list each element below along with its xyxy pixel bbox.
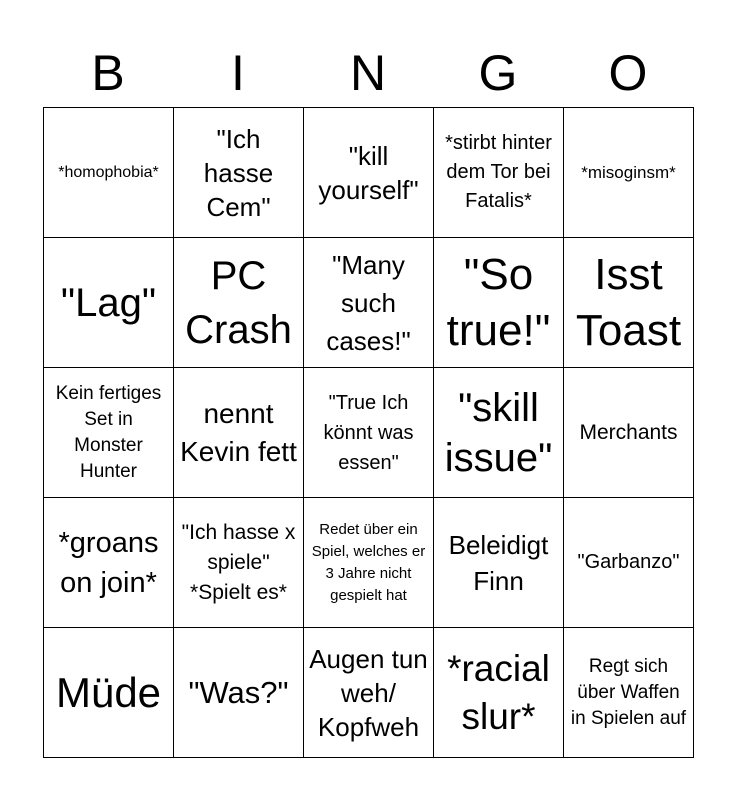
cell-text: Müde bbox=[55, 668, 162, 716]
bingo-cell-r1c1[interactable] bbox=[44, 108, 174, 238]
bingo-cell-r5c5[interactable] bbox=[564, 628, 694, 758]
bingo-cell-r2c1[interactable] bbox=[44, 238, 174, 368]
header-letter-n: N bbox=[349, 45, 387, 101]
bingo-cell-r3c1[interactable] bbox=[44, 368, 174, 498]
bingo-cell-r2c3[interactable] bbox=[304, 238, 434, 368]
cell-text: *racial slur* bbox=[447, 647, 550, 737]
header-letter-o: O bbox=[608, 45, 648, 101]
bingo-cell-r4c3[interactable] bbox=[304, 498, 434, 628]
header-letter-g: G bbox=[478, 45, 518, 101]
cell-text: PC Crash bbox=[185, 253, 292, 352]
bingo-cell-r2c4[interactable] bbox=[434, 238, 564, 368]
cell-text: *misoginsm* bbox=[581, 162, 676, 182]
cell-text: nennt Kevin fett bbox=[180, 397, 297, 467]
header-letter-b: B bbox=[91, 45, 125, 101]
bingo-cell-r5c1[interactable] bbox=[44, 628, 174, 758]
cell-text: "Many such cases!" bbox=[326, 249, 411, 356]
bingo-cell-r1c3[interactable] bbox=[304, 108, 434, 238]
bingo-cell-r2c5[interactable] bbox=[564, 238, 694, 368]
bingo-cell-r3c4[interactable] bbox=[434, 368, 564, 498]
cell-text: "True Ich könnt was essen" bbox=[323, 391, 414, 474]
bingo-cell-r1c2[interactable] bbox=[174, 108, 304, 238]
cell-text: "Garbanzo" bbox=[577, 551, 680, 573]
cell-text: Isst Toast bbox=[575, 249, 682, 355]
bingo-cell-r5c2[interactable] bbox=[174, 628, 304, 758]
bingo-cell-r4c5[interactable] bbox=[564, 498, 694, 628]
bingo-cell-r3c5[interactable] bbox=[564, 368, 694, 498]
bingo-cell-r4c4[interactable] bbox=[434, 498, 564, 628]
cell-text: Kein fertiges Set in Monster Hunter bbox=[55, 382, 162, 482]
cell-text: Merchants bbox=[579, 421, 678, 444]
bingo-cell-r4c1[interactable] bbox=[44, 498, 174, 628]
bingo-cell-r5c4[interactable] bbox=[434, 628, 564, 758]
cell-text: *stirbt hinter dem Tor bei Fatalis* bbox=[445, 132, 552, 212]
cell-text: Regt sich über Waffen in Spielen auf bbox=[570, 655, 687, 729]
cell-text: Redet über ein Spiel, welches er 3 Jahre nicht gespielt hat bbox=[311, 520, 426, 604]
bingo-cell-r3c2[interactable] bbox=[174, 368, 304, 498]
bingo-cell-r1c4[interactable] bbox=[434, 108, 564, 238]
cell-text: Beleidigt Finn bbox=[448, 529, 549, 596]
bingo-cell-r2c2[interactable] bbox=[174, 238, 304, 368]
cell-text: "skill issue" bbox=[444, 385, 553, 480]
cell-text: "kill yourself" bbox=[318, 140, 419, 205]
cell-text: "Ich hasse x spiele" *Spielt es* bbox=[181, 520, 296, 604]
bingo-cell-r1c5[interactable] bbox=[564, 108, 694, 238]
bingo-cell-r5c3[interactable] bbox=[304, 628, 434, 758]
cell-text: Augen tun weh/ Kopfweh bbox=[309, 643, 428, 742]
header-letter-i: I bbox=[231, 45, 245, 101]
cell-text: *groans on join* bbox=[58, 526, 159, 599]
bingo-cell-r3c3[interactable] bbox=[304, 368, 434, 498]
bingo-header bbox=[43, 38, 693, 108]
cell-text: "So true!" bbox=[446, 249, 551, 355]
bingo-cell-r4c2[interactable] bbox=[174, 498, 304, 628]
cell-text: "Was?" bbox=[188, 674, 289, 710]
cell-text: "Lag" bbox=[60, 280, 157, 325]
bingo-grid bbox=[43, 107, 694, 758]
cell-text: *homophobia* bbox=[58, 163, 159, 181]
cell-text: "Ich hasse Cem" bbox=[203, 123, 274, 222]
